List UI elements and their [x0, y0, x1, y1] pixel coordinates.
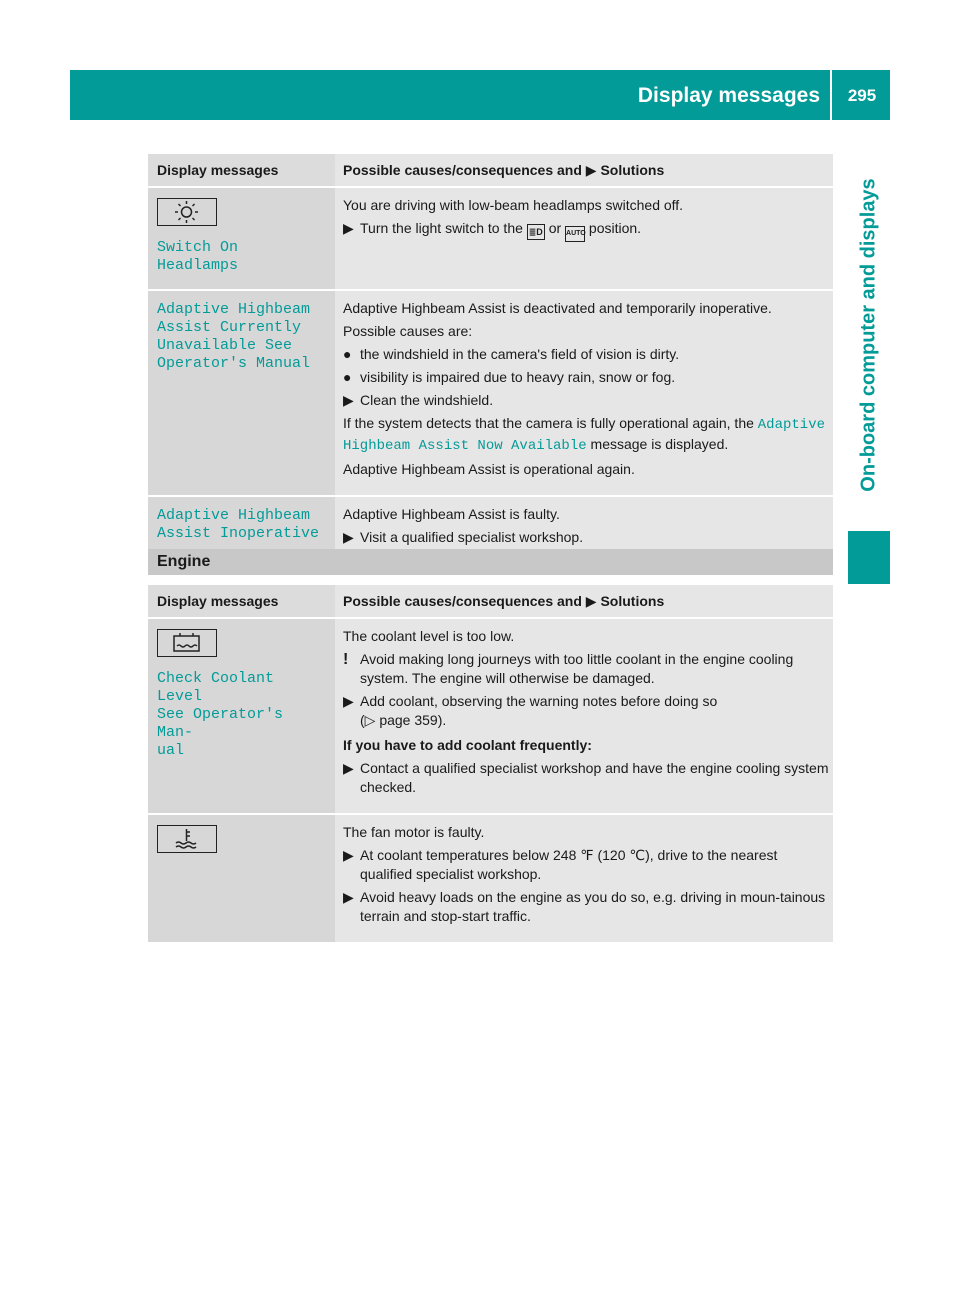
lights-messages-table — [148, 154, 833, 565]
side-tab-text: On-board computer and displays — [857, 178, 880, 492]
bullet-text: visibility is impaired due to heavy rain, snow or fog. — [360, 369, 676, 385]
coolant-level-icon — [157, 629, 217, 657]
step-arrow-icon: ▶ — [343, 847, 354, 863]
warning-note — [343, 650, 829, 688]
step-arrow-icon: ▶ — [343, 529, 354, 545]
step-text-or: or — [548, 220, 562, 236]
message-cell — [148, 291, 335, 497]
solution-step — [343, 888, 829, 926]
step-arrow-icon: ▶ — [343, 392, 354, 408]
para-text: If the system detects that the camera is fully operational again, the — [343, 415, 754, 431]
solution-step — [343, 219, 829, 242]
display-message: Switch On Headlamps — [157, 239, 239, 274]
headlamp-warning-icon — [157, 198, 217, 226]
cause-bullet — [343, 368, 829, 387]
side-tab-block — [848, 531, 890, 584]
coolant-temperature-icon — [157, 825, 217, 853]
step-arrow-icon: ▶ — [343, 760, 354, 776]
step-arrow-icon: ▶ — [585, 593, 597, 609]
step-text: Contact a qualified specialist workshop and have the engine cooling system checked. — [360, 760, 829, 795]
table-row — [148, 188, 833, 291]
low-beam-icon: ≣D — [527, 224, 545, 240]
para-tail: message is displayed. — [590, 436, 729, 452]
inline-display-message: Adaptive Highbeam Assist Now Available — [343, 417, 825, 454]
step-text-end: position. — [588, 220, 642, 236]
step-text: Visit a qualified specialist workshop. — [360, 529, 584, 545]
page-reference-link[interactable]: (▷ page 359). — [360, 712, 447, 728]
causes-cell — [335, 815, 833, 944]
cause-text — [343, 414, 829, 456]
cause-text: The coolant level is too low. — [343, 628, 515, 644]
header-separator — [830, 70, 832, 120]
cause-text: The fan motor is faulty. — [343, 824, 485, 840]
page-header — [70, 70, 890, 120]
col2-header: Possible causes/consequences and ▶ Solutions — [335, 585, 833, 619]
step-text: Add coolant, observing the warning notes before doing so — [360, 693, 718, 709]
section-title: Engine — [157, 553, 211, 570]
cause-text: You are driving with low-beam headlamps switched off. — [343, 197, 684, 213]
cause-bullet — [343, 345, 829, 364]
subheading: If you have to add coolant frequently: — [343, 737, 592, 753]
solution-step — [343, 692, 829, 730]
table-row — [148, 291, 833, 497]
causes-cell — [335, 619, 833, 815]
solution-step — [343, 528, 829, 547]
page-number: 295 — [847, 86, 877, 105]
display-message: Adaptive Highbeam Assist Inoperative — [157, 507, 320, 542]
message-cell — [148, 619, 335, 815]
warning-icon: ! — [343, 651, 349, 668]
auto-light-icon: AUTO — [565, 226, 585, 242]
step-arrow-icon: ▶ — [585, 162, 597, 178]
step-text: Clean the windshield. — [360, 392, 494, 408]
section-heading — [148, 549, 833, 575]
step-text: Turn the light switch to the — [360, 220, 523, 236]
col1-header: Display messages — [148, 154, 335, 188]
table-header-row — [148, 585, 833, 619]
causes-cell — [335, 291, 833, 497]
solution-step — [343, 846, 829, 884]
engine-messages-table — [148, 585, 833, 944]
step-arrow-icon: ▶ — [343, 220, 354, 236]
cause-text: Possible causes are: — [343, 323, 473, 339]
cause-text: Adaptive Highbeam Assist is faulty. — [343, 506, 560, 522]
col2-header: Possible causes/consequences and ▶ Solutions — [335, 154, 833, 188]
display-message: Adaptive Highbeam Assist Currently Unavailable See Operator's Manual — [157, 301, 311, 372]
solution-step — [343, 759, 829, 797]
solution-step — [343, 391, 829, 410]
side-tab-label — [848, 140, 890, 530]
table-header-row — [148, 154, 833, 188]
cause-text: Adaptive Highbeam Assist is deactivated and temporarily inoperative. — [343, 300, 772, 316]
warning-text: Avoid making long journeys with too little coolant in the engine cooling system. The engine will otherwise be damaged. — [360, 651, 794, 686]
display-message: Check Coolant Level See Operator's Man- ual — [157, 670, 284, 759]
col1-header: Display messages — [148, 585, 335, 619]
message-cell — [148, 815, 335, 944]
table-row — [148, 815, 833, 944]
step-text: Avoid heavy loads on the engine as you do so, e.g. driving in moun-tainous terrain and stop-start traffic. — [360, 889, 826, 924]
table-row — [148, 619, 833, 815]
step-arrow-icon: ▶ — [343, 889, 354, 905]
causes-cell — [335, 188, 833, 291]
header-title: Display messages — [637, 84, 820, 107]
bullet-icon: ● — [343, 346, 352, 362]
cause-text: Adaptive Highbeam Assist is operational again. — [343, 461, 635, 477]
bullet-text: the windshield in the camera's field of vision is dirty. — [360, 346, 680, 362]
bullet-icon: ● — [343, 369, 352, 385]
step-arrow-icon: ▶ — [343, 693, 354, 709]
message-cell — [148, 188, 335, 291]
step-text: At coolant temperatures below 248 ℉ (120 ℃), drive to the nearest qualified specialist workshop. — [360, 847, 778, 882]
